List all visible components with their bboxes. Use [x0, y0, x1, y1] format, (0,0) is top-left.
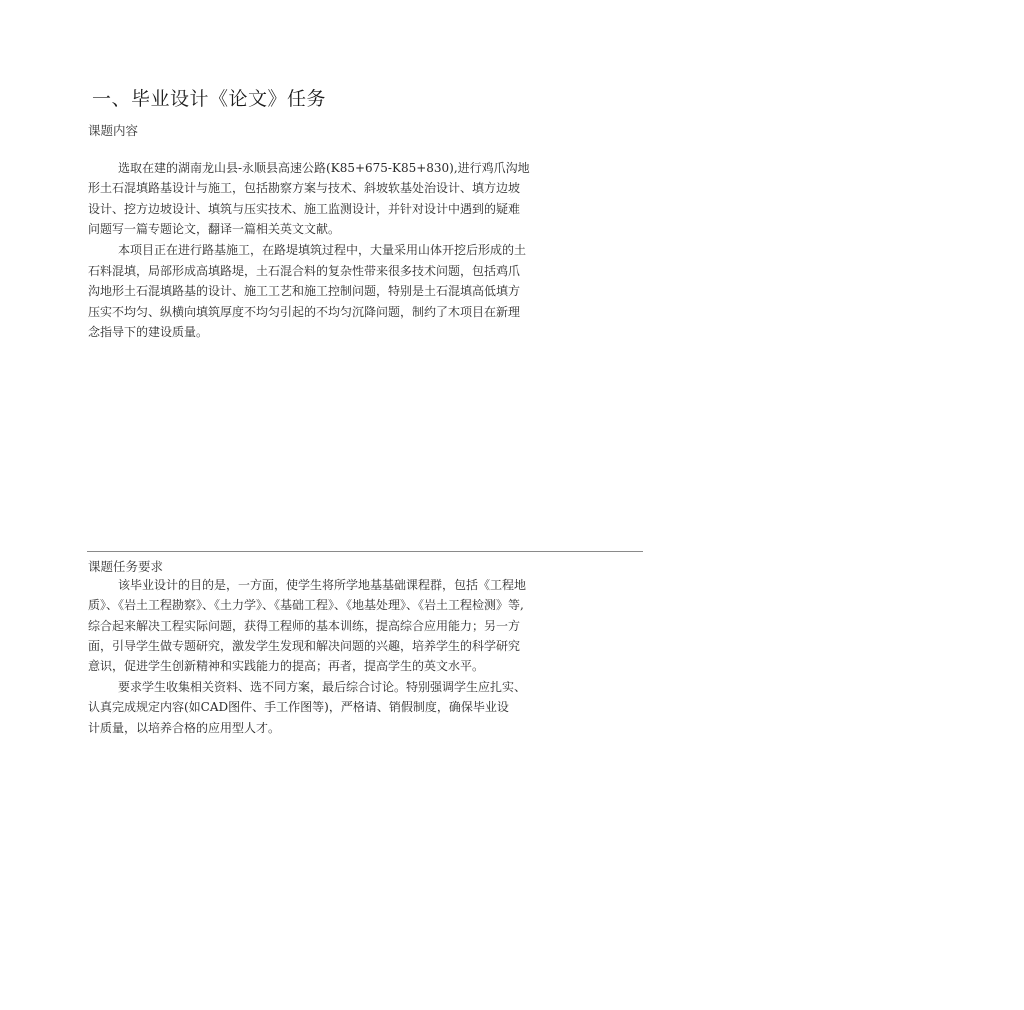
paragraph-line: 本项目正在进行路基施工，在路堤填筑过程中，大量采用山体开挖后形成的土 — [118, 243, 527, 257]
paragraph-line: 压实不均匀、纵横向填筑厚度不均匀引起的不均匀沉降问题，制约了木项目在新理 — [88, 305, 521, 319]
section-label-topic-content: 课题内容 — [88, 123, 139, 138]
paragraph-line: 石料混填，局部形成高填路堤，土石混合料的复杂性带来很多技术问题，包括鸡爪 — [88, 264, 521, 278]
paragraph-line: 问题写一篇专题论文，翻译一篇相关英文文献。 — [88, 222, 341, 236]
paragraph-line: 选取在建的湖南龙山县-永顺县高速公路(K85+675-K85+830),进行鸡爪沟地 — [118, 161, 530, 175]
paragraph-line: 设计、挖方边坡设计、填筑与压实技术、施工监测设计，并针对设计中遇到的疑难 — [88, 202, 521, 216]
paragraph-line: 面，引导学生做专题研究，激发学生发现和解决问题的兴趣，培养学生的科学研究 — [88, 639, 521, 653]
paragraph-line: 该毕业设计的目的是，一方面，使学生将所学地基基础课程群，包括《工程地 — [118, 578, 527, 592]
paragraph-line: 认真完成规定内容(如CAD图件、手工作图等)，严格请、销假制度，确保毕业设 — [88, 700, 509, 714]
paragraph-line: 意识，促进学生创新精神和实践能力的提高；再者，提高学生的英文水平。 — [88, 659, 485, 673]
paragraph-line: 质》、《岩土工程勘察》、《土力学》、《基础工程》、《地基处理》、《岩土工程检测》等, — [88, 598, 524, 612]
section-divider — [87, 551, 643, 552]
paragraph-line: 形土石混填路基设计与施工，包括勘察方案与技术、斜坡软基处治设计、填方边坡 — [88, 181, 521, 195]
paragraph-line: 沟地形土石混填路基的设计、施工工艺和施工控制问题，特别是土石混填高低填方 — [88, 284, 521, 298]
page-title: 一、毕业设计《论文》任务 — [92, 88, 327, 110]
paragraph-line: 要求学生收集相关资料、选不同方案，最后综合讨论。特别强调学生应扎实、 — [118, 680, 527, 694]
paragraph-line: 计质量，以培养合格的应用型人才。 — [88, 721, 281, 735]
section-label-task-requirements: 课题任务要求 — [88, 559, 164, 574]
paragraph-line: 念指导下的建设质量。 — [88, 325, 209, 339]
paragraph-line: 综合起来解决工程实际问题，获得工程师的基本训练，提高综合应用能力；另一方 — [88, 619, 521, 633]
